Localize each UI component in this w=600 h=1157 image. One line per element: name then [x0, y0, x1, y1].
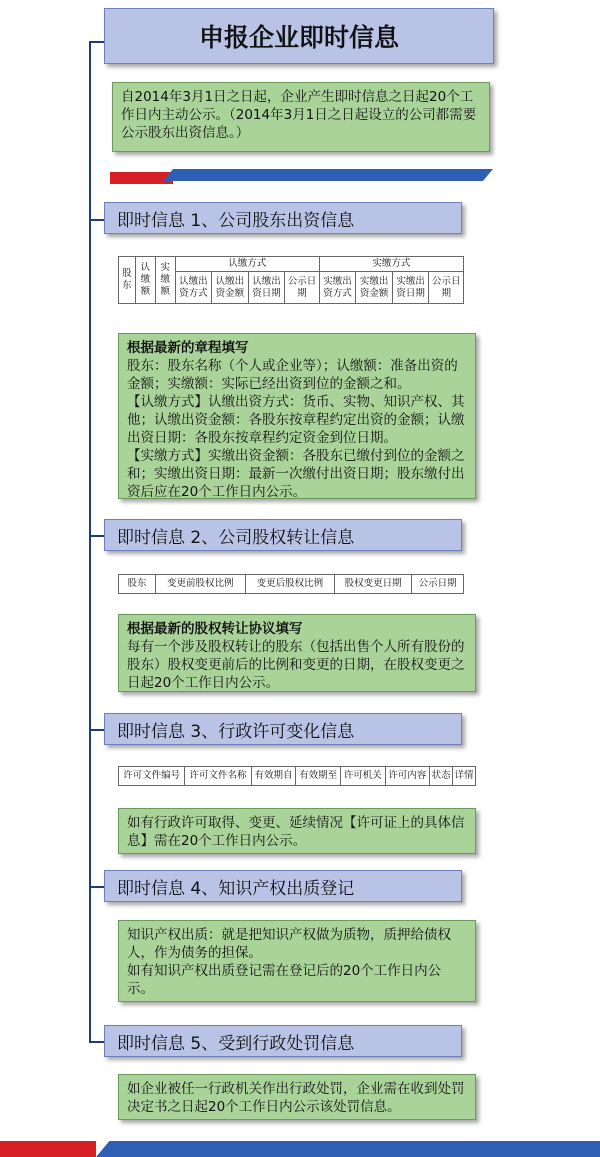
shareholder-investment-table: [118, 256, 464, 304]
th-sub-4: 公示日期: [285, 272, 320, 304]
th-paid: 实缴额: [160, 262, 170, 297]
intro-note: 自2014年3月1日之日起，企业产生即时信息之日起20个工作日内主动公示。（2014年3月1日之日起设立的公司都需要公示股东出资信息。）: [112, 82, 490, 152]
th-paid-1: 实缴出资方式: [319, 272, 356, 304]
col-ratio-after: 变更后股权比例: [245, 575, 335, 594]
section-1-note: [118, 333, 476, 499]
equity-transfer-table: [118, 574, 464, 594]
th-paid-3: 实缴出资日期: [392, 272, 429, 304]
col-valid-to: 有效期至: [296, 767, 341, 786]
col-details: 详情: [453, 767, 476, 786]
note-1-line-1: 股东：股东名称（个人或企业等）；认缴额：准备出资的金额；实缴额：实际已经出资到位的金额之和。: [127, 358, 458, 392]
section-5-note: [118, 1074, 476, 1120]
note-4-line-2: 如有知识产权出质登记需在登记后的20个工作日内公示。: [127, 963, 442, 997]
note-2-title: 根据最新的股权转让协议填写: [127, 621, 303, 637]
note-5-line-1: 如企业被任一行政机关作出行政处罚，企业需在收到处罚决定书之日起20个工作日内公示该处罚信息。: [127, 1081, 465, 1115]
divider-red: [110, 172, 173, 184]
bottom-divider-blue: [96, 1141, 600, 1157]
col-status: 状态: [430, 767, 453, 786]
note-1-line-3: 【实缴方式】实缴出资金额：各股东已缴付到位的金额之和；实缴出资日期：最新一次缴付出资日期；股东缴付出资后应在20个工作日内公示。: [127, 448, 465, 500]
section-2-note: [118, 614, 476, 692]
col-shareholder: 股东: [119, 575, 156, 594]
connector-3: [89, 729, 105, 731]
col-ratio-before: 变更前股权比例: [156, 575, 246, 594]
section-4-note: [118, 920, 476, 1002]
th-paid-2: 实缴出资金额: [356, 272, 393, 304]
section-2-heading: 即时信息 2、公司股权转让信息: [104, 519, 462, 551]
page-title: 申报企业即时信息: [104, 8, 494, 64]
note-1-title: 根据最新的章程填写: [127, 340, 249, 356]
section-3-note: [118, 808, 476, 854]
th-shareholder: 股东: [122, 268, 132, 291]
note-1-line-2: 【认缴方式】认缴出资方式：货币、实物、知识产权、其他；认缴出资金额：各股东按章程约定出资的金额；认缴出资日期：各股东按章程约定资金到位日期。: [127, 394, 465, 446]
th-group-paid: 实缴方式: [319, 257, 463, 272]
th-sub-1: 认缴出资方式: [175, 272, 212, 304]
section-3-heading: 即时信息 3、行政许可变化信息: [104, 713, 462, 745]
col-content: 许可内容: [385, 767, 430, 786]
col-change-date: 股权变更日期: [335, 575, 412, 594]
th-subscribed: 认缴额: [140, 262, 151, 297]
note-3-line-1: 如有行政许可取得、变更、延续情况【许可证上的具体信息】需在20个工作日内公示。: [127, 815, 465, 849]
connector-title: [89, 41, 105, 43]
col-valid-from: 有效期自: [251, 767, 296, 786]
th-paid-4: 公示日期: [429, 272, 464, 304]
section-5-heading: 即时信息 5、受到行政处罚信息: [104, 1025, 462, 1057]
section-4-heading: 即时信息 4、知识产权出质登记: [104, 870, 462, 902]
col-license-name: 许可文件名称: [185, 767, 251, 786]
timeline-connector: [89, 42, 91, 1042]
th-sub-2: 认缴出资金额: [212, 272, 249, 304]
note-4-line-1: 知识产权出质：就是把知识产权做为质物，质押给债权人，作为债务的担保。: [127, 927, 451, 961]
admin-license-table: [118, 766, 476, 786]
section-1-heading: 即时信息 1、公司股东出资信息: [104, 202, 462, 234]
bottom-divider-red: [0, 1141, 96, 1157]
th-sub-3: 认缴出资日期: [248, 272, 285, 304]
connector-4: [89, 886, 105, 888]
connector-2: [89, 535, 105, 537]
th-group-subscribed: 认缴方式: [175, 257, 319, 272]
note-2-line-1: 每有一个涉及股权转让的股东（包括出售个人所有股份的股东）股权变更前后的比例和变更的日期，在股权变更之日起20个工作日内公示。: [127, 639, 465, 691]
connector-5: [89, 1041, 105, 1043]
connector-1: [89, 219, 105, 221]
col-authority: 许可机关: [340, 767, 385, 786]
divider-blue: [163, 169, 493, 181]
col-publish-date: 公示日期: [412, 575, 464, 594]
col-license-no: 许可文件编号: [119, 767, 185, 786]
